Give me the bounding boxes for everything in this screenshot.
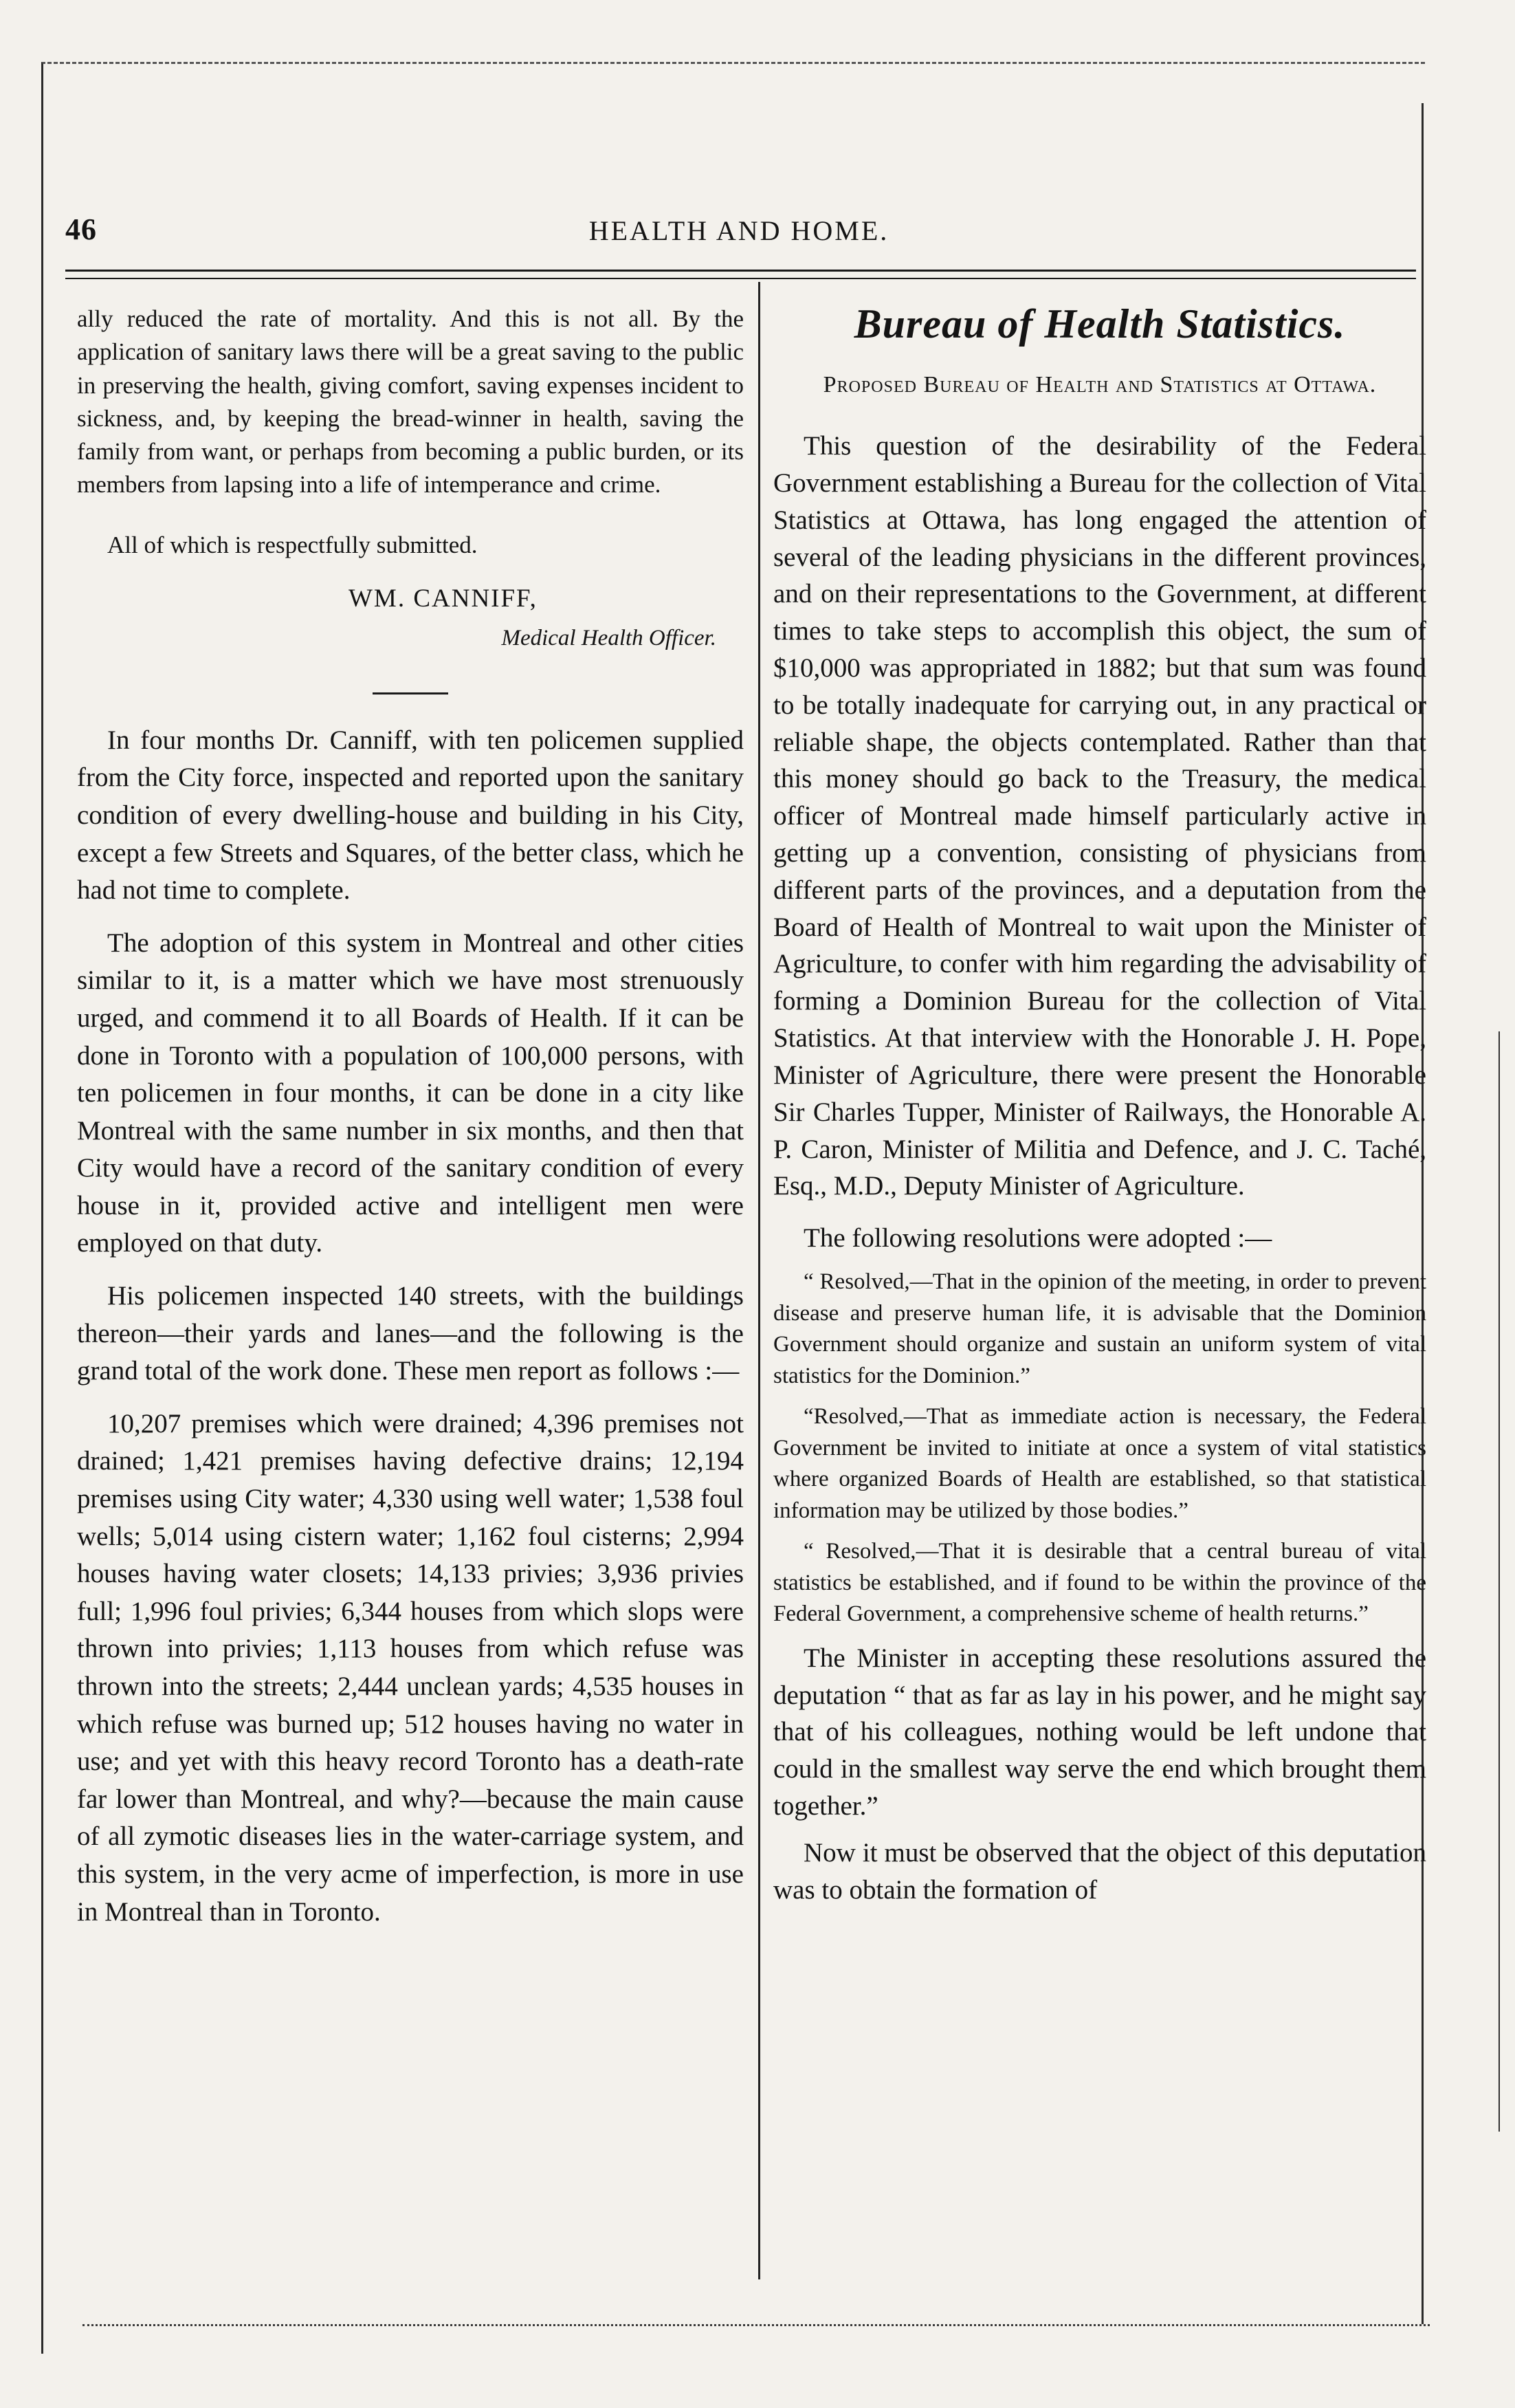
- resolution: “Resolved,—That as immediate action is necessary, the Federal Government be invited to initiate at once a system of vital statistics where organized Boards of Health are established, so that statistical information may be utilized by those bodies.”: [773, 1404, 1426, 1523]
- column-divider: [758, 282, 760, 2279]
- resolutions-intro: The following resolutions were adopted :—: [804, 1223, 1272, 1254]
- header-rule-thin: [65, 278, 1416, 279]
- report-conclusion: ally reduced the rate of mortality. And this is not all. By the application of sanitary laws there will be a great saving to the public in preserving the health, giving comfort, saving expenses incident to sickness, and, by keeping the bread-winner in health, saving the family from want, or perhaps from becoming a public burden, or its members from lapsing into a life of intemperance and crime.: [77, 305, 744, 499]
- page-header: [65, 206, 1413, 261]
- section-title: Bureau of Health Statistics.: [854, 301, 1346, 347]
- running-title: HEALTH AND HOME.: [588, 215, 889, 246]
- page-number: 46: [65, 212, 97, 246]
- section-separator: [373, 692, 448, 694]
- section-subheading: Proposed Bureau of Health and Statistics at Ottawa.: [823, 371, 1377, 397]
- statistics-paragraph: 10,207 premises which were drained; 4,396 premises not drained; 1,421 premises having defective drains; 12,194 premises using City water; 4,330 using well water; 1,538 foul wells; 5,014 using cistern water; 1,162 foul cisterns; 2,994 houses having water closets; 14,133 privies; 3,936 privies full; 1,996 foul privies; 6,344 houses from which slops were thrown into privies; 1,113 houses from which refuse was thrown into the streets; 2,444 unclean yards; 4,535 houses in which refuse was burned up; 512 houses having no water in use; and yet with this heavy record Toronto has a death-rate far lower than Montreal, and why?—because the main cause of all zymotic diseases lies in the water-carriage system, and this system, in the very acme of imperfection, is more in use in Montreal than in Toronto.: [77, 1408, 744, 1927]
- paragraph: In four months Dr. Canniff, with ten policemen supplied from the City force, inspected and reported upon the sanitary condition of every dwelling-house and building in his City, except a few Streets and Squares, of the better class, which he had not time to complete.: [77, 725, 744, 906]
- bottom-margin-rule: [82, 2324, 1430, 2326]
- scan-edge-line: [1499, 1031, 1500, 2132]
- signature-title: Medical Health Officer.: [501, 625, 716, 650]
- resolution: “ Resolved,—That in the opinion of the meeting, in order to prevent disease and preserve human life, it is advisable that the Dominion Government should organize and sustain an uniform system of vital statistics for the Dominion.”: [773, 1269, 1426, 1388]
- paragraph: His policemen inspected 140 streets, with the buildings thereon—their yards and lanes—and the following is the grand total of the work done. These men report as follows :—: [77, 1281, 744, 1386]
- paragraph: This question of the desirability of the Federal Government establishing a Bureau for the collection of Vital Statistics at Ottawa, has long engaged the attention of several of the leading physicians in the different provinces, and on their representations to the Government, at different times to take steps to accomplish this object, the sum of $10,000 was appropriated in 1882; but that sum was found to be totally inadequate for carrying out, in any practical or reliable shape, the objects contemplated. Rather than that this money should go back to the Treasury, the medical officer of Montreal made himself particularly active in getting up a convention, consisting of physicians from different parts of the provinces, and a deputation from the Board of Health of Montreal to wait upon the Minister of Agriculture, to confer with him regarding the advisability of forming a Dominion Bureau for the collection of Vital Statistics. At that interview with the Honorable J. H. Pope, Minister of Agriculture, there were present the Honorable Sir Charles Tupper, Minister of Railways, the Honorable A. P. Caron, Minister of Militia and Defence, and J. C. Taché, Esq., M.D., Deputy Minister of Agriculture.: [773, 431, 1426, 1201]
- paragraph: Now it must be observed that the object of this deputation was to obtain the formation of: [773, 1837, 1426, 1905]
- header-rule-thick: [65, 270, 1416, 272]
- paragraph: The adoption of this system in Montreal and other cities similar to it, is a matter which we have most strenuously urged, and commend it to all Boards of Health. If it can be done in Toronto with a population of 100,000 persons, with ten policemen in four months, it can be done in a city like Montreal with the same number in six months, and then that City would have a record of the sanitary condition of every house in it, provided active and intelligent men were employed on that duty.: [77, 928, 744, 1258]
- right-column: [773, 296, 1426, 1909]
- signature-name: WM. CANNIFF,: [349, 584, 538, 613]
- acknowledgement: All of which is respectfully submitted.: [107, 531, 478, 558]
- resolution: “ Resolved,—That it is desirable that a central bureau of vital statistics be established, and if found to be within the province of the Federal Government, a comprehensive scheme of health returns.”: [773, 1539, 1426, 1627]
- paragraph: The Minister in accepting these resolutions assured the deputation “ that as far as lay in his power, and he might say that of his colleagues, nothing would be left undone that could in the smallest way serve the end which brought them together.”: [773, 1643, 1426, 1821]
- left-column: [77, 303, 744, 1931]
